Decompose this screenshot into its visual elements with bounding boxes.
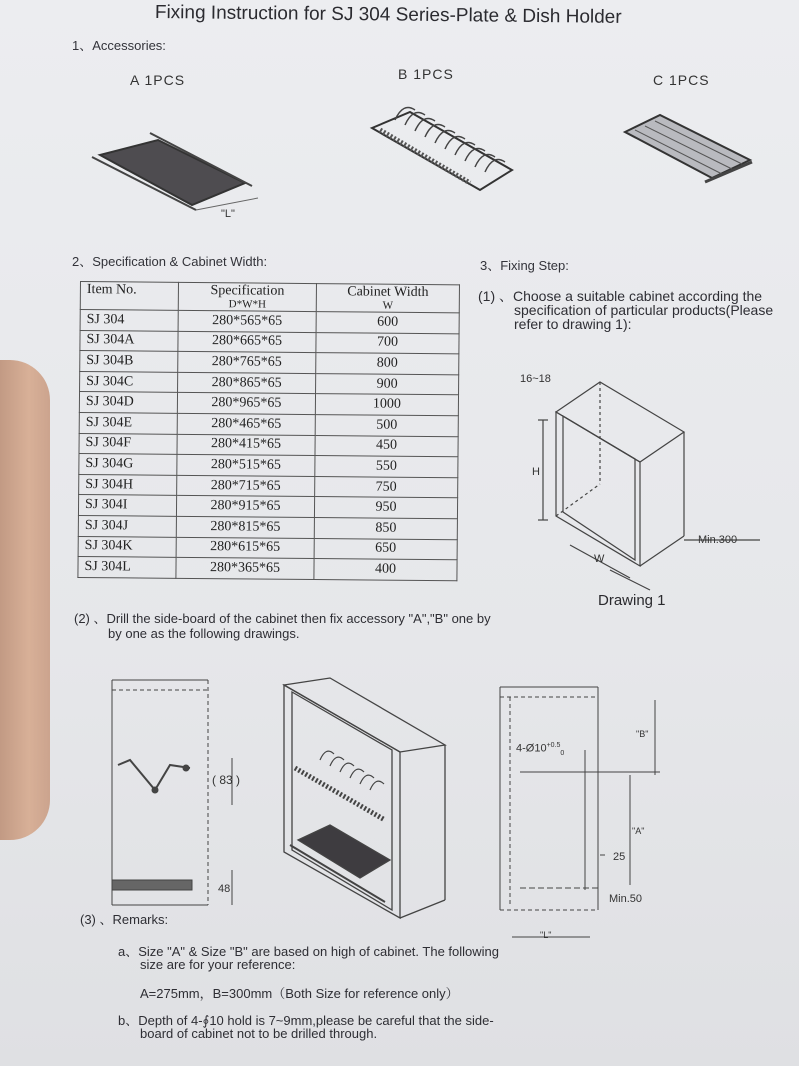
cell-spec: 280*615*65 bbox=[176, 537, 314, 559]
cell-width: 400 bbox=[314, 559, 457, 581]
cell-width: 550 bbox=[315, 456, 458, 478]
step2-line2: by one as the following drawings. bbox=[108, 626, 300, 641]
holes-tolerance-lower: 0 bbox=[560, 749, 565, 757]
accessory-a-label: A 1PCS bbox=[130, 72, 186, 88]
drawing1-caption: Drawing 1 bbox=[598, 592, 666, 609]
remark-b-line2: board of cabinet not to be drilled through. bbox=[140, 1026, 378, 1041]
cell-spec: 280*465*65 bbox=[177, 413, 315, 435]
column-header-spec bbox=[178, 282, 316, 311]
cell-width: 600 bbox=[316, 312, 459, 334]
spec-unit: D*W*H bbox=[228, 298, 266, 311]
accessory-c-label: C 1PCS bbox=[653, 72, 710, 88]
cell-spec: 280*665*65 bbox=[178, 331, 316, 353]
cell-width: 850 bbox=[314, 517, 457, 539]
cell-spec: 280*365*65 bbox=[176, 557, 314, 579]
cell-spec: 280*415*65 bbox=[177, 434, 315, 456]
cell-item: SJ 304I bbox=[78, 495, 176, 516]
cell-item: SJ 304F bbox=[79, 433, 177, 454]
cell-item: SJ 304J bbox=[78, 515, 176, 536]
accessory-b-drawing bbox=[372, 108, 512, 190]
drawing-1-cabinet bbox=[538, 382, 760, 590]
cell-item: SJ 304K bbox=[78, 536, 176, 557]
column-header-spec-label: Specification bbox=[210, 283, 285, 299]
cell-item: SJ 304A bbox=[80, 330, 178, 351]
drawing1-thickness: 16~18 bbox=[520, 373, 551, 385]
cell-width: 950 bbox=[314, 497, 457, 519]
cell-spec: 280*565*65 bbox=[178, 310, 316, 332]
cell-item: SJ 304H bbox=[79, 474, 177, 495]
drawing-2-cabinet bbox=[284, 678, 445, 918]
cell-spec: 280*865*65 bbox=[178, 372, 316, 394]
dim-min50: Min.50 bbox=[609, 893, 643, 905]
column-header-width bbox=[316, 284, 459, 313]
cell-item: SJ 304E bbox=[79, 412, 177, 433]
step2-line1: (2) 、Drill the side-board of the cabinet then fix accessory "A","B" one by bbox=[74, 611, 491, 626]
accessory-a-l-label: "L" bbox=[221, 208, 235, 220]
column-header-item: Item No. bbox=[80, 282, 178, 311]
cell-width: 900 bbox=[316, 373, 459, 395]
drawing-2-side-panel bbox=[112, 680, 232, 905]
drawing1-width: W bbox=[594, 553, 605, 565]
holes-tolerance-upper: +0.5 bbox=[546, 742, 561, 749]
accessory-c-drawing bbox=[625, 115, 752, 182]
cell-spec: 280*765*65 bbox=[178, 352, 316, 374]
remark-a-line2: size are for your reference: bbox=[140, 957, 296, 972]
cell-width: 1000 bbox=[315, 394, 458, 416]
size-l-label: "L" bbox=[540, 930, 552, 940]
remark-b-line1: b、Depth of 4-∮10 hold is 7~9mm,please be careful that the side- bbox=[118, 1013, 494, 1028]
cell-item: SJ 304B bbox=[80, 351, 178, 372]
drawing1-height: H bbox=[532, 466, 540, 478]
cell-width: 650 bbox=[314, 538, 457, 560]
table-header-row bbox=[80, 282, 459, 313]
cell-width: 450 bbox=[315, 435, 458, 457]
dim-83: ( 83 ) bbox=[212, 773, 241, 787]
cell-width: 800 bbox=[316, 353, 459, 375]
cell-spec: 280*715*65 bbox=[177, 475, 315, 497]
holes-text: 4-Ø10 bbox=[516, 742, 547, 755]
step1-line2: specification of particular products(Please bbox=[514, 302, 774, 318]
section-remarks: (3) 、Remarks: bbox=[80, 912, 169, 927]
cell-width: 500 bbox=[315, 415, 458, 437]
width-unit: W bbox=[382, 299, 394, 312]
column-header-width-label: Cabinet Width bbox=[347, 284, 429, 301]
section-fixing: 3、Fixing Step: bbox=[480, 258, 569, 273]
dim-48: 48 bbox=[218, 883, 231, 895]
cell-item: SJ 304C bbox=[80, 371, 178, 392]
accessory-b-label: B 1PCS bbox=[398, 66, 454, 82]
holes-label bbox=[516, 742, 564, 757]
cell-item: SJ 304L bbox=[78, 557, 176, 578]
cell-item: SJ 304G bbox=[79, 454, 177, 475]
section-accessories: 1、Accessories: bbox=[72, 38, 166, 53]
spec-table bbox=[77, 281, 460, 581]
page-title: Fixing Instruction for SJ 304 Series-Plate & Dish Holder bbox=[154, 2, 622, 28]
thumb-overlay bbox=[0, 360, 50, 840]
remark-ab-values: A=275mm，B=300mm（Both Size for reference only） bbox=[140, 986, 459, 1001]
drawing1-min: Min.300 bbox=[698, 534, 738, 546]
cell-spec: 280*965*65 bbox=[177, 393, 315, 415]
cell-width: 750 bbox=[315, 476, 458, 498]
size-b-label: "B" bbox=[636, 729, 649, 739]
dim-25: 25 bbox=[613, 851, 626, 863]
table-row bbox=[78, 557, 457, 581]
step1-line3: refer to drawing 1): bbox=[514, 316, 632, 332]
cell-item: SJ 304D bbox=[79, 392, 177, 413]
cell-spec: 280*915*65 bbox=[176, 496, 314, 518]
step1-line1: (1) 、Choose a suitable cabinet according the bbox=[478, 288, 763, 304]
cell-width: 700 bbox=[316, 332, 459, 354]
accessory-a-drawing bbox=[92, 133, 258, 210]
section-spec: 2、Specification & Cabinet Width: bbox=[72, 254, 268, 269]
cell-item: SJ 304 bbox=[80, 310, 178, 331]
cell-spec: 280*515*65 bbox=[177, 455, 315, 477]
remark-a-line1: a、Size "A" & Size "B" are based on high of cabinet. The following bbox=[118, 944, 499, 959]
cell-spec: 280*815*65 bbox=[176, 516, 314, 538]
size-a-label: "A" bbox=[632, 826, 645, 836]
